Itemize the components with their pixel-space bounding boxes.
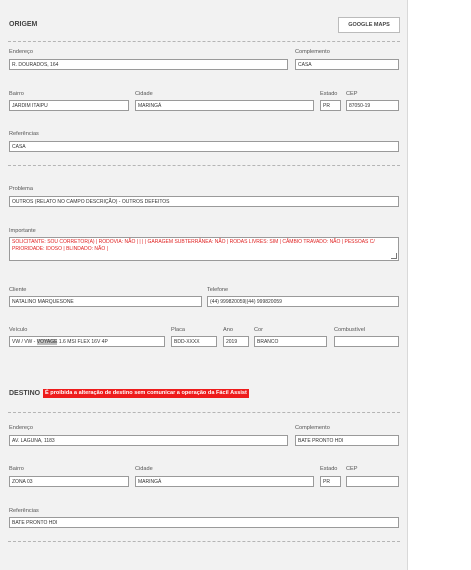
cliente-input[interactable]: NATALINO MARQUESONE <box>9 296 202 307</box>
origem-complemento-input[interactable]: CASA <box>295 59 399 70</box>
divider <box>8 541 400 542</box>
origem-title: ORIGEM <box>9 21 38 28</box>
divider <box>8 41 400 42</box>
cor-label: Cor <box>254 327 264 333</box>
google-maps-button[interactable]: GOOGLE MAPS <box>338 17 400 33</box>
veiculo-prefix: VW / VW - <box>12 339 37 345</box>
importante-text: SOLICITANTE: SOU CORRETOR(A) | RODOVIA: NÃO | | | | GARAGEM SUBTERRÂNEA: NÃO | RODAS LIVRES: SIM | CÂMBIO TRAVADO: NÃO | PESSOAS C/ PRIORIDADE: IDOSO | BLINDADO: NÃO | <box>12 239 375 252</box>
problema-label: Problema <box>9 186 33 192</box>
problema-input[interactable]: OUTROS (RELATO NO CAMPO DESCRIÇÃO) - OUTROS DEFEITOS <box>9 196 399 207</box>
origem-cep-input[interactable]: 87050-19 <box>346 100 399 111</box>
destino-warning-badge: É proibida a alteração de destino sem comunicar a operação da Fácil Assist <box>45 390 247 396</box>
placa-input[interactable]: BDD-XXXX <box>171 336 217 347</box>
divider <box>8 165 400 166</box>
destino-cidade-label: Cidade <box>135 466 153 472</box>
resize-handle-icon[interactable] <box>391 253 397 259</box>
destino-endereco-label: Endereço <box>9 425 33 431</box>
combustivel-input[interactable] <box>334 336 399 347</box>
destino-complemento-label: Complemento <box>295 425 330 431</box>
origem-estado-label: Estado <box>320 91 338 97</box>
placa-label: Placa <box>171 327 185 333</box>
telefone-label: Telefone <box>207 287 229 293</box>
cor-input[interactable]: BRANCO <box>254 336 327 347</box>
origem-cidade-label: Cidade <box>135 91 153 97</box>
divider <box>8 412 400 413</box>
veiculo-label: Veículo <box>9 327 28 333</box>
origem-endereco-input[interactable]: R. DOURADOS, 164 <box>9 59 288 70</box>
origem-referencias-input[interactable]: CASA <box>9 141 399 152</box>
origem-cep-label: CEP <box>346 91 358 97</box>
destino-cep-label: CEP <box>346 466 358 472</box>
origem-estado-input[interactable]: PR <box>320 100 341 111</box>
destino-referencias-label: Referências <box>9 508 39 514</box>
origem-endereco-label: Endereço <box>9 49 33 55</box>
destino-bairro-label: Bairro <box>9 466 24 472</box>
origem-bairro-label: Bairro <box>9 91 24 97</box>
destino-endereco-input[interactable]: AV. LAGUNA, 1183 <box>9 435 288 446</box>
veiculo-suffix: 1.6 MSI FLEX 16V 4P <box>57 339 108 345</box>
ano-label: Ano <box>223 327 233 333</box>
importante-label: Importante <box>9 228 36 234</box>
destino-cidade-input[interactable]: MARINGÁ <box>135 476 314 487</box>
destino-estado-label: Estado <box>320 466 338 472</box>
veiculo-highlight: VOYAGE <box>36 339 58 345</box>
origem-referencias-label: Referências <box>9 131 39 137</box>
destino-referencias-input[interactable]: BATE PRONTO HDI <box>9 517 399 528</box>
telefone-input[interactable]: (44) 999820059|(44) 999820059 <box>207 296 399 307</box>
destino-title: DESTINO <box>9 390 41 397</box>
cliente-label: Cliente <box>9 287 27 293</box>
destino-cep-input[interactable] <box>346 476 399 487</box>
destino-bairro-input[interactable]: ZONA 03 <box>9 476 129 487</box>
ano-input[interactable]: 2019 <box>223 336 249 347</box>
origem-cidade-input[interactable]: MARINGÁ <box>135 100 314 111</box>
importante-textarea[interactable] <box>9 237 399 261</box>
origem-complemento-label: Complemento <box>295 49 330 55</box>
combustivel-label: Combustível <box>334 327 366 333</box>
destino-complemento-input[interactable]: BATE PRONTO HDI <box>295 435 399 446</box>
veiculo-input[interactable] <box>9 336 165 347</box>
destino-estado-input[interactable]: PR <box>320 476 341 487</box>
origem-bairro-input[interactable]: JARDIM ITAIPU <box>9 100 129 111</box>
